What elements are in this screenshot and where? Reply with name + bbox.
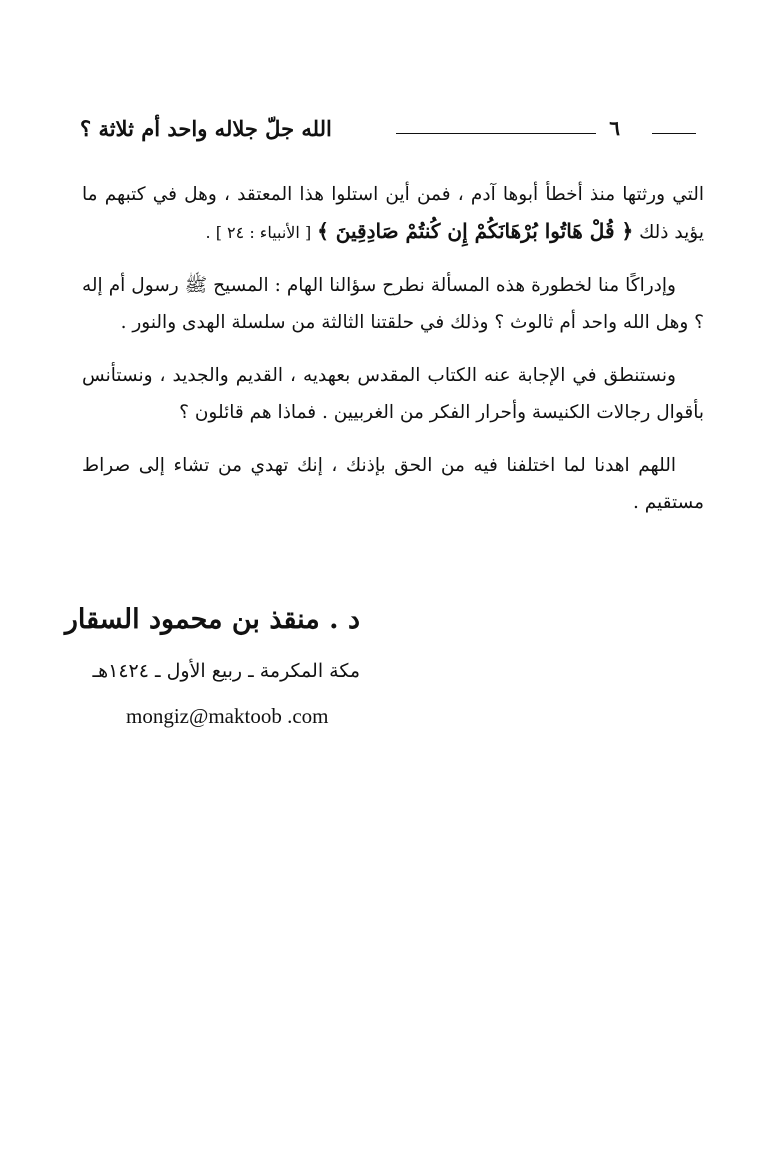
header-rule bbox=[396, 133, 596, 134]
running-header bbox=[80, 112, 700, 152]
paragraph-1-text: التي ورثتها منذ أخطأ أبوها آدم ، فمن أين استلوا هذا المعتقد ، وهل في كتبهم ما يؤيد ذلك bbox=[82, 184, 704, 243]
place-and-date: مكة المكرمة ـ ربيع الأول ـ ١٤٢٤هـ bbox=[92, 660, 360, 682]
page-number: ٦ bbox=[609, 116, 620, 140]
paragraph-2: وإدراكًا منا لخطورة هذه المسألة نطرح سؤالنا الهام : المسيح ﷺ رسول أم إله ؟ وهل الله واحد أم ثالوث ؟ وذلك في حلقتنا الثالثة من سلسلة الهدى والنور . bbox=[82, 275, 704, 333]
verse-reference: [ الأنبياء : ٢٤ ] . bbox=[205, 223, 312, 242]
paragraph-3: ونستنطق في الإجابة عنه الكتاب المقدس بعهديه ، القديم والجديد ، ونستأنس بأقوال رجالات الكنيسة وأحرار الفكر من الغربيين . فماذا هم قائلون ؟ bbox=[82, 365, 704, 423]
body-text bbox=[82, 176, 704, 537]
quran-verse: ﴿ قُلْ هَاتُوا بُرْهَانَكُمْ إِن كُنتُمْ صَادِقِينَ ﴾ bbox=[317, 219, 634, 243]
paragraph-1 bbox=[82, 176, 704, 251]
author-name: د . منقذ بن محمود السقار bbox=[64, 604, 360, 635]
running-title: الله جلّ جلاله واحد أم ثلاثة ؟ bbox=[80, 116, 332, 141]
header-dash-rule bbox=[652, 133, 696, 134]
paragraph-4: اللهم اهدنا لما اختلفنا فيه من الحق بإذنك ، إنك تهدي من تشاء إلى صراط مستقيم . bbox=[82, 455, 704, 513]
author-email: mongiz@maktoob .com bbox=[126, 704, 329, 728]
